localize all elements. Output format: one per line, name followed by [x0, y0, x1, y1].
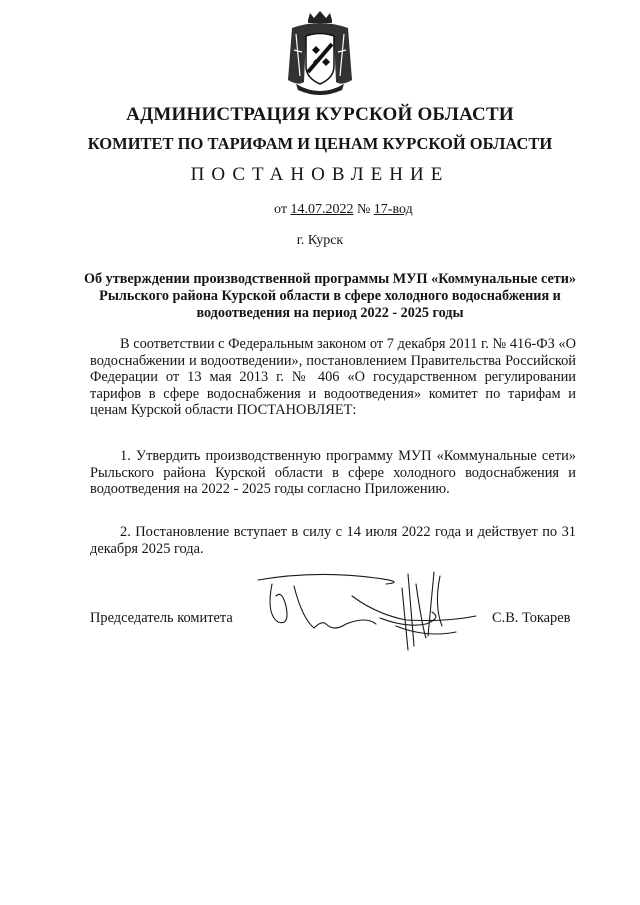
number-sign: № — [356, 202, 371, 217]
document-type-heading: ПОСТАНОВЛЕНИЕ — [190, 164, 450, 185]
document-dateline — [274, 202, 413, 218]
document-title: Об утверждении производственной программы МУП «Коммунальные сети» Рыльского района Курской области в сфере холодного водоснабжения и водоотведения на период 2022 - 2025 годы — [83, 271, 577, 321]
item-1-paragraph: 1. Утвердить производственную программу МУП «Коммунальные сети» Рыльского района Курской области в сфере холодного водоснабжения и водоотведения на 2022 - 2025 годы согласно Приложению. — [90, 448, 576, 497]
item-2-paragraph: 2. Постановление вступает в силу с 14 июля 2022 года и действует по 31 декабря 2025 года. — [90, 524, 576, 557]
preamble-paragraph: В соответствии с Федеральным законом от 7 декабря 2011 г. № 416-ФЗ «О водоснабжении и водоотведении», постановлением Правительства Российской Федерации от 13 мая 2013 г. № 406 «О государственном регулировании тарифов в сфере водоснабжения и водоотведения» комитет по тарифам и ценам Курской области ПОСТАНОВЛЯЕТ: — [90, 336, 576, 418]
signatory-role: Председатель комитета — [90, 610, 233, 626]
coat-of-arms-icon — [282, 10, 358, 98]
document-date: 14.07.2022 — [290, 202, 354, 217]
handwritten-signature — [256, 566, 486, 652]
committee-heading: КОМИТЕТ ПО ТАРИФАМ И ЦЕНАМ КУРСКОЙ ОБЛАСТИ — [87, 134, 553, 153]
signatory-name: С.В. Токарев — [492, 610, 571, 626]
document-number: 17-вод — [373, 202, 413, 217]
administration-heading: АДМИНИСТРАЦИЯ КУРСКОЙ ОБЛАСТИ — [126, 104, 514, 125]
city-line: г. Курск — [296, 233, 344, 248]
dateline-prefix: от — [274, 202, 287, 217]
